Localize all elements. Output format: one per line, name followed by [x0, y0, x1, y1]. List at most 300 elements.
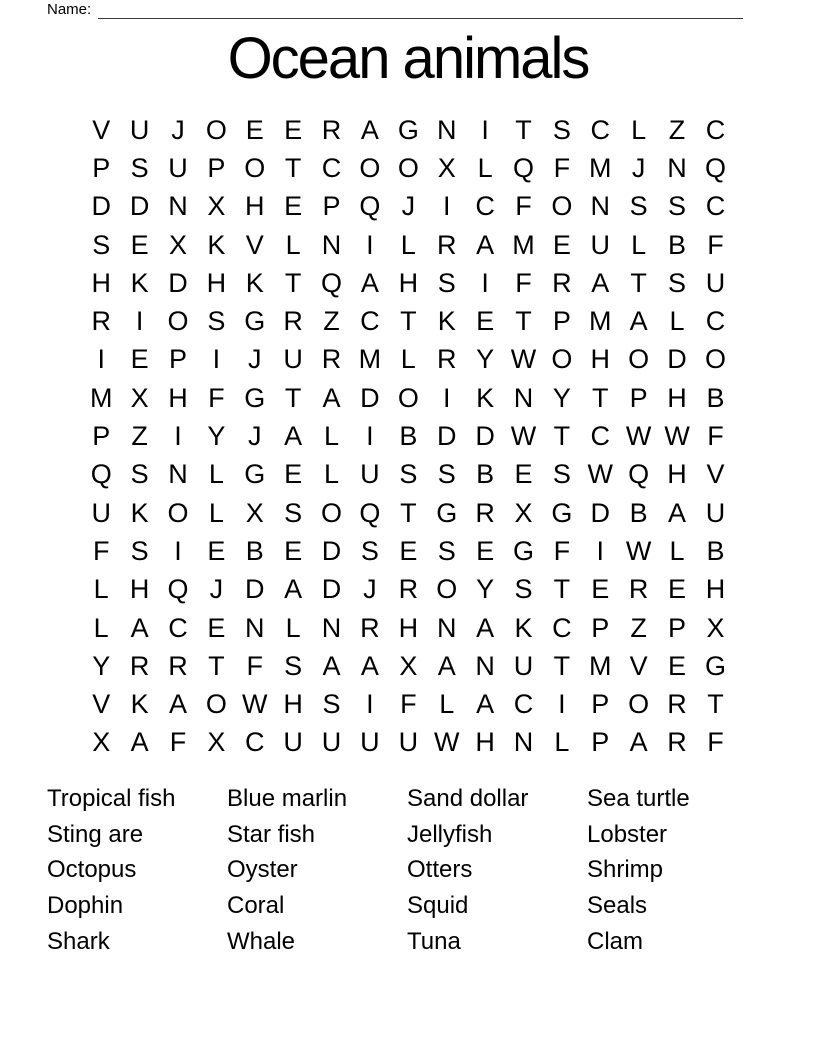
grid-letter-r13-c2: H	[129, 574, 150, 605]
grid-letter-r3-c16: S	[668, 191, 687, 222]
grid-letter-r11-c9: T	[400, 497, 417, 528]
word-list-item: Dophin	[47, 892, 124, 920]
grid-letter-r12-c16: L	[669, 535, 685, 566]
grid-letter-r14-c8: R	[360, 612, 380, 643]
grid-letter-r16-c17: T	[707, 689, 724, 720]
grid-letter-r10-c4: L	[208, 459, 224, 490]
grid-letter-r7-c16: D	[667, 344, 687, 375]
grid-letter-r6-c11: E	[476, 306, 495, 337]
grid-letter-r13-c3: Q	[167, 574, 189, 605]
word-list-column-1	[47, 781, 227, 960]
grid-letter-r14-c1: L	[93, 612, 109, 643]
grid-letter-r7-c15: O	[628, 344, 650, 375]
grid-letter-r10-c2: S	[130, 459, 149, 490]
grid-letter-r6-c4: S	[207, 306, 226, 337]
name-row	[47, 1, 743, 19]
word-list-item: Whale	[227, 927, 296, 955]
grid-letter-r10-c16: H	[667, 459, 687, 490]
grid-letter-r17-c15: A	[629, 727, 648, 758]
grid-letter-r14-c5: N	[245, 612, 265, 643]
grid-letter-r1-c13: S	[552, 114, 571, 145]
grid-letter-r2-c12: Q	[512, 152, 534, 183]
grid-letter-r17-c11: H	[475, 727, 495, 758]
grid-letter-r4-c5: V	[245, 229, 264, 260]
grid-letter-r14-c11: A	[476, 612, 495, 643]
grid-letter-r12-c6: E	[284, 535, 303, 566]
grid-letter-r4-c12: M	[512, 229, 535, 260]
grid-letter-r1-c11: I	[481, 114, 489, 145]
grid-letter-r10-c17: V	[706, 459, 725, 490]
word-list-item: Lobster	[587, 820, 668, 848]
grid-letter-r16-c3: A	[168, 689, 187, 720]
grid-letter-r5-c9: H	[398, 267, 419, 298]
grid-letter-r7-c5: J	[248, 344, 262, 375]
grid-letter-r3-c17: C	[705, 191, 726, 222]
grid-letter-r17-c2: A	[130, 727, 149, 758]
grid-letter-r6-c2: I	[135, 306, 144, 337]
grid-letter-r5-c6: T	[284, 267, 302, 298]
grid-letter-r10-c5: G	[244, 459, 266, 490]
grid-letter-r6-c3: O	[167, 306, 189, 337]
grid-letter-r6-c9: T	[400, 306, 417, 337]
grid-letter-r9-c4: Y	[207, 421, 226, 452]
grid-letter-r8-c17: B	[706, 382, 725, 413]
grid-letter-r15-c7: A	[322, 650, 341, 681]
grid-letter-r9-c15: W	[625, 421, 652, 452]
grid-letter-r7-c9: L	[400, 344, 416, 375]
grid-letter-r6-c14: M	[589, 306, 612, 337]
grid-letter-r6-c12: T	[515, 306, 532, 337]
grid-letter-r8-c6: T	[284, 382, 302, 413]
grid-letter-r7-c17: O	[704, 344, 726, 375]
grid-letter-r6-c16: L	[669, 306, 685, 337]
grid-letter-r17-c9: U	[398, 727, 419, 758]
grid-letter-r8-c13: Y	[552, 382, 571, 413]
grid-letter-r7-c3: P	[168, 344, 187, 375]
grid-letter-r7-c4: I	[212, 344, 221, 375]
grid-letter-r6-c7: Z	[323, 306, 340, 337]
grid-letter-r2-c2: S	[130, 152, 149, 183]
grid-letter-r9-c16: W	[664, 421, 690, 452]
grid-letter-r2-c15: J	[631, 152, 646, 183]
grid-letter-r7-c13: O	[551, 344, 573, 375]
grid-letter-r12-c13: F	[553, 535, 571, 566]
grid-letter-r15-c13: T	[553, 650, 571, 681]
grid-letter-r7-c12: W	[510, 344, 537, 375]
grid-letter-r16-c9: F	[400, 689, 417, 720]
grid-letter-r15-c2: R	[129, 650, 150, 681]
grid-letter-r2-c10: X	[437, 152, 456, 183]
grid-letter-r7-c14: H	[590, 344, 611, 375]
grid-letter-r5-c10: S	[437, 267, 456, 298]
grid-letter-r1-c14: C	[590, 114, 611, 145]
grid-letter-r3-c11: C	[475, 191, 495, 222]
grid-letter-r9-c9: B	[399, 421, 418, 452]
grid-letter-r2-c9: O	[397, 152, 419, 183]
grid-letter-r11-c17: U	[705, 497, 726, 528]
grid-letter-r3-c6: E	[284, 191, 303, 222]
grid-letter-r11-c10: G	[436, 497, 458, 528]
grid-letter-r12-c17: B	[706, 535, 725, 566]
grid-letter-r2-c13: F	[553, 152, 571, 183]
grid-letter-r16-c10: L	[439, 689, 455, 720]
grid-letter-r6-c1: R	[91, 306, 111, 337]
grid-letter-r15-c3: R	[168, 650, 188, 681]
grid-letter-r10-c10: S	[437, 459, 456, 490]
grid-letter-r6-c10: K	[437, 306, 456, 337]
grid-letter-r12-c10: S	[437, 535, 456, 566]
grid-letter-r12-c2: S	[130, 535, 149, 566]
grid-letter-r15-c8: A	[360, 650, 379, 681]
grid-letter-r12-c4: E	[207, 535, 226, 566]
grid-letter-r17-c8: U	[360, 727, 380, 758]
grid-letter-r15-c14: M	[589, 650, 612, 681]
grid-letter-r15-c15: V	[629, 650, 648, 681]
grid-letter-r6-c6: R	[283, 306, 303, 337]
grid-letter-r2-c7: C	[321, 152, 342, 183]
grid-letter-r13-c8: J	[363, 574, 377, 605]
grid-letter-r14-c9: H	[398, 612, 419, 643]
word-list-item: Sting are	[47, 820, 144, 848]
grid-letter-r14-c7: N	[321, 612, 342, 643]
grid-letter-r4-c14: U	[590, 229, 611, 260]
grid-letter-r5-c3: D	[168, 267, 188, 298]
grid-letter-r9-c8: I	[366, 421, 374, 452]
grid-letter-r14-c12: K	[514, 612, 533, 643]
grid-letter-r10-c6: E	[284, 459, 303, 490]
grid-letter-r14-c2: A	[130, 612, 149, 643]
grid-letter-r8-c1: M	[89, 382, 113, 413]
grid-letter-r4-c4: K	[207, 229, 226, 260]
grid-letter-r9-c5: J	[248, 421, 262, 452]
word-list-item: Tropical fish	[47, 785, 176, 812]
grid-letter-r10-c8: U	[360, 459, 380, 490]
grid-letter-r8-c8: D	[360, 382, 380, 413]
grid-letter-r3-c4: X	[207, 191, 226, 222]
grid-letter-r5-c2: K	[130, 267, 149, 298]
grid-letter-r14-c15: Z	[630, 612, 647, 643]
grid-letter-r16-c14: P	[591, 689, 610, 720]
grid-letter-r1-c5: E	[245, 114, 264, 145]
word-list-item: Coral	[227, 892, 285, 920]
word-list-item: Otters	[407, 856, 473, 884]
grid-letter-r11-c5: X	[245, 497, 264, 528]
grid-letter-r14-c10: N	[436, 612, 457, 643]
grid-letter-r17-c16: R	[667, 727, 687, 758]
grid-letter-r7-c2: E	[130, 344, 149, 375]
grid-letter-r6-c8: C	[360, 306, 380, 337]
grid-letter-r15-c4: T	[208, 650, 225, 681]
grid-letter-r1-c6: E	[284, 114, 303, 145]
grid-letter-r1-c15: L	[631, 114, 647, 145]
grid-letter-r11-c14: D	[590, 497, 611, 528]
grid-letter-r16-c5: W	[242, 689, 268, 720]
word-list-item: Sand dollar	[407, 785, 529, 812]
grid-letter-r12-c8: S	[360, 535, 379, 566]
grid-letter-r17-c12: N	[513, 727, 534, 758]
grid-letter-r7-c1: I	[97, 344, 105, 375]
word-list-item: Clam	[587, 927, 644, 955]
grid-letter-r9-c12: W	[510, 421, 537, 452]
grid-letter-r4-c17: F	[707, 229, 724, 260]
grid-letter-r1-c9: G	[397, 114, 419, 145]
grid-letter-r5-c14: A	[591, 267, 610, 298]
grid-letter-r11-c12: X	[514, 497, 533, 528]
grid-letter-r11-c7: O	[321, 497, 343, 528]
grid-letter-r13-c15: R	[628, 574, 649, 605]
grid-letter-r10-c1: Q	[90, 459, 112, 490]
grid-letter-r15-c9: X	[399, 650, 418, 681]
grid-letter-r8-c7: A	[322, 382, 341, 413]
grid-letter-r13-c7: D	[321, 574, 342, 605]
grid-letter-r10-c9: S	[399, 459, 418, 490]
word-list-item: Squid	[407, 892, 469, 920]
grid-letter-r17-c14: P	[591, 727, 610, 758]
grid-letter-r5-c5: K	[245, 267, 264, 298]
name-label: Name:	[47, 1, 92, 18]
grid-letter-r4-c8: I	[366, 229, 374, 260]
grid-letter-r11-c16: A	[668, 497, 687, 528]
grid-letter-r1-c4: O	[205, 114, 227, 145]
grid-letter-r14-c14: P	[591, 612, 610, 643]
grid-letter-r16-c15: O	[628, 689, 650, 720]
grid-letter-r15-c10: A	[437, 650, 456, 681]
grid-letter-r13-c11: Y	[476, 574, 495, 605]
grid-letter-r3-c2: D	[129, 191, 150, 222]
grid-letter-r3-c1: D	[91, 191, 111, 222]
grid-letter-r2-c11: L	[477, 152, 493, 183]
grid-letter-r9-c17: F	[707, 421, 724, 452]
word-list-item: Star fish	[227, 820, 316, 848]
grid-letter-r1-c1: V	[92, 114, 111, 145]
grid-letter-r9-c7: L	[324, 421, 340, 452]
grid-letter-r13-c9: R	[398, 574, 419, 605]
grid-letter-r15-c1: Y	[92, 650, 111, 681]
word-list-item: Octopus	[47, 856, 137, 884]
grid-letter-r4-c2: E	[130, 229, 149, 260]
word-list-item: Sea turtle	[587, 785, 690, 812]
grid-letter-r5-c16: S	[668, 267, 687, 298]
grid-letter-r12-c1: F	[92, 535, 110, 566]
grid-letter-r8-c2: X	[130, 382, 149, 413]
grid-letter-r16-c8: I	[366, 689, 374, 720]
grid-letter-r13-c14: E	[591, 574, 610, 605]
grid-letter-r11-c8: Q	[359, 497, 381, 528]
grid-letter-r8-c3: H	[168, 382, 188, 413]
grid-letter-r14-c16: P	[668, 612, 687, 643]
grid-letter-r3-c10: I	[442, 191, 451, 222]
grid-letter-r11-c6: S	[284, 497, 303, 528]
grid-letter-r1-c3: J	[171, 114, 185, 145]
grid-letter-r4-c9: L	[400, 229, 416, 260]
grid-letter-r8-c16: H	[667, 382, 687, 413]
grid-letter-r3-c13: O	[551, 191, 573, 222]
grid-letter-r3-c15: S	[629, 191, 648, 222]
grid-letter-r1-c12: T	[515, 114, 532, 145]
grid-letter-r2-c1: P	[92, 152, 111, 183]
grid-letter-r13-c4: J	[209, 574, 224, 605]
grid-letter-r7-c11: Y	[476, 344, 495, 375]
grid-letter-r3-c3: N	[168, 191, 188, 222]
grid-letter-r13-c17: H	[705, 574, 726, 605]
grid-letter-r6-c17: C	[705, 306, 726, 337]
grid-letter-r9-c10: D	[436, 421, 457, 452]
grid-letter-r9-c2: Z	[131, 421, 148, 452]
grid-letter-r14-c3: C	[168, 612, 188, 643]
grid-letter-r16-c12: C	[513, 689, 534, 720]
grid-letter-r12-c15: W	[625, 535, 652, 566]
grid-letter-r13-c1: L	[93, 574, 109, 605]
grid-letter-r17-c6: U	[283, 727, 303, 758]
grid-letter-r9-c14: C	[590, 421, 611, 452]
grid-letter-r10-c14: W	[587, 459, 614, 490]
word-list-column-2	[227, 781, 407, 960]
grid-letter-r2-c8: O	[359, 152, 381, 183]
word-list	[47, 781, 767, 960]
grid-letter-r3-c8: Q	[359, 191, 381, 222]
grid-letter-r8-c5: G	[244, 382, 266, 413]
grid-letter-r2-c5: O	[244, 152, 266, 183]
grid-letter-r15-c12: U	[513, 650, 534, 681]
grid-letter-r13-c10: O	[436, 574, 458, 605]
grid-letter-r16-c2: K	[130, 689, 149, 720]
grid-letter-r8-c14: T	[592, 382, 609, 413]
grid-letter-r16-c16: R	[667, 689, 687, 720]
word-list-item: Shark	[47, 927, 110, 955]
grid-letter-r17-c17: F	[707, 727, 724, 758]
grid-letter-r15-c11: N	[475, 650, 495, 681]
grid-letter-r8-c15: P	[629, 382, 648, 413]
grid-letter-r11-c15: B	[629, 497, 648, 528]
grid-letter-r12-c12: G	[512, 535, 534, 566]
grid-letter-r11-c11: R	[475, 497, 495, 528]
grid-letter-r17-c5: C	[245, 727, 265, 758]
grid-letter-r13-c12: S	[514, 574, 533, 605]
grid-letter-r1-c17: C	[705, 114, 726, 145]
grid-letter-r14-c13: C	[552, 612, 572, 643]
grid-letter-r16-c7: S	[322, 689, 341, 720]
grid-letter-r4-c3: X	[168, 229, 187, 260]
grid-letter-r13-c6: A	[284, 574, 303, 605]
grid-letter-r5-c12: F	[515, 267, 532, 298]
grid-letter-r13-c16: E	[668, 574, 687, 605]
grid-letter-r3-c14: N	[590, 191, 611, 222]
grid-letter-r15-c17: G	[704, 650, 726, 681]
grid-letter-r4-c11: A	[476, 229, 495, 260]
grid-letter-r7-c7: R	[321, 344, 342, 375]
grid-letter-r6-c13: P	[552, 306, 571, 337]
grid-letter-r17-c1: X	[92, 727, 111, 758]
grid-letter-r6-c15: A	[629, 306, 648, 337]
grid-letter-r5-c17: U	[705, 267, 726, 298]
grid-letter-r5-c15: T	[630, 267, 647, 298]
grid-letter-r9-c6: A	[284, 421, 303, 452]
grid-letter-r17-c4: X	[207, 727, 226, 758]
grid-letter-r16-c11: A	[476, 689, 495, 720]
grid-letter-r4-c10: R	[436, 229, 457, 260]
grid-letter-r8-c11: K	[476, 382, 495, 413]
grid-letter-r15-c16: E	[668, 650, 687, 681]
grid-letter-r4-c16: B	[668, 229, 687, 260]
word-list-column-3	[407, 781, 587, 960]
grid-letter-r17-c7: U	[321, 727, 342, 758]
grid-letter-r9-c13: T	[553, 421, 571, 452]
grid-letter-r4-c13: E	[552, 229, 571, 260]
grid-letter-r16-c4: O	[205, 689, 227, 720]
grid-letter-r10-c11: B	[476, 459, 495, 490]
grid-letter-r2-c16: N	[667, 152, 687, 183]
grid-letter-r3-c5: H	[245, 191, 265, 222]
grid-letter-r4-c7: N	[321, 229, 342, 260]
grid-letter-r10-c3: N	[168, 459, 188, 490]
grid-letter-r8-c4: F	[208, 382, 225, 413]
grid-letter-r1-c10: N	[436, 114, 457, 145]
grid-letter-r11-c4: L	[208, 497, 224, 528]
grid-letter-r2-c17: Q	[704, 152, 726, 183]
grid-letter-r5-c1: H	[91, 267, 111, 298]
grid-letter-r5-c4: H	[206, 267, 227, 298]
grid-letter-r2-c14: M	[589, 152, 612, 183]
grid-letter-r13-c5: D	[245, 574, 265, 605]
grid-letter-r2-c3: U	[168, 152, 188, 183]
grid-letter-r8-c12: N	[513, 382, 534, 413]
grid-letter-r10-c13: S	[552, 459, 571, 490]
grid-letter-r11-c3: O	[167, 497, 189, 528]
grid-letter-r2-c4: P	[207, 152, 226, 183]
word-list-column-4	[587, 781, 767, 960]
grid-letter-r14-c4: E	[207, 612, 226, 643]
grid-letter-r14-c17: X	[706, 612, 725, 643]
grid-letter-r5-c8: A	[360, 267, 379, 298]
grid-letter-r3-c7: P	[322, 191, 341, 222]
grid-letter-r5-c7: Q	[321, 267, 343, 298]
grid-letter-r7-c10: R	[436, 344, 457, 375]
grid-letter-r16-c6: H	[283, 689, 303, 720]
grid-letter-r2-c6: T	[284, 152, 302, 183]
grid-letter-r5-c11: I	[481, 267, 489, 298]
word-search-grid	[82, 111, 735, 762]
grid-letter-r3-c9: J	[401, 191, 416, 222]
grid-letter-r16-c1: V	[92, 689, 111, 720]
grid-letter-r11-c1: U	[91, 497, 111, 528]
grid-letter-r7-c8: M	[358, 344, 382, 375]
grid-letter-r12-c11: E	[476, 535, 495, 566]
grid-letter-r6-c5: G	[244, 306, 266, 337]
grid-letter-r15-c5: F	[246, 650, 263, 681]
grid-letter-r17-c3: F	[169, 727, 187, 758]
grid-letter-r10-c15: Q	[628, 459, 650, 490]
grid-letter-r12-c9: E	[399, 535, 418, 566]
grid-letter-r13-c13: T	[553, 574, 571, 605]
word-list-item: Blue marlin	[227, 785, 348, 812]
grid-letter-r7-c6: U	[283, 344, 303, 375]
word-list-item: Tuna	[407, 927, 461, 955]
grid-letter-r12-c5: B	[245, 535, 264, 566]
grid-letter-r9-c1: P	[92, 421, 111, 452]
name-fill-line	[98, 2, 743, 19]
grid-letter-r17-c13: L	[554, 727, 570, 758]
word-list-item: Seals	[587, 892, 648, 920]
grid-letter-r12-c7: D	[321, 535, 342, 566]
grid-letter-r11-c2: K	[130, 497, 149, 528]
grid-letter-r12-c3: I	[174, 535, 182, 566]
grid-letter-r8-c10: I	[442, 382, 451, 413]
grid-letter-r4-c6: L	[285, 229, 301, 260]
grid-letter-r10-c7: L	[324, 459, 340, 490]
grid-letter-r1-c2: U	[129, 114, 150, 145]
word-list-item: Jellyfish	[407, 820, 493, 848]
grid-letter-r1-c8: A	[360, 114, 379, 145]
